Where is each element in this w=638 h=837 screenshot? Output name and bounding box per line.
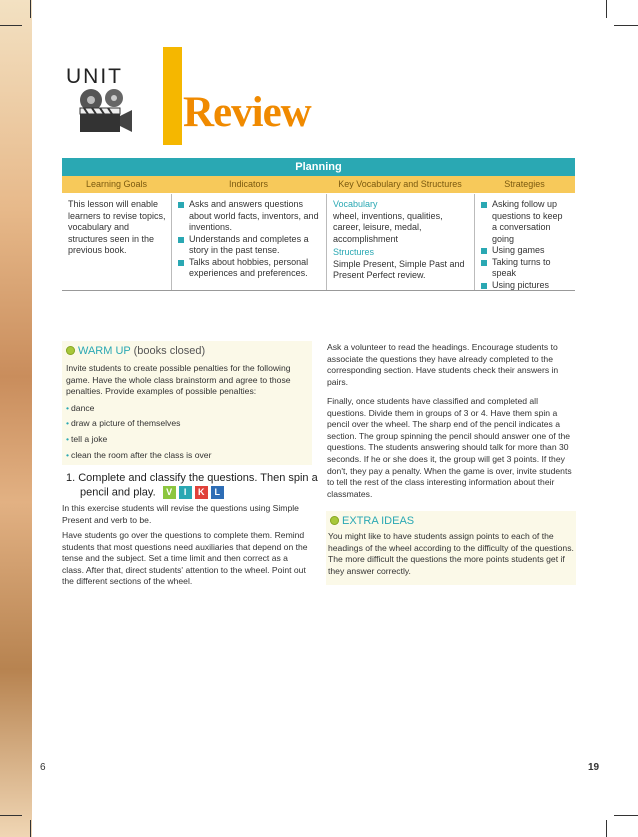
unit-label: UNIT (66, 65, 123, 88)
exercise-heading-line2: pencil and play. (80, 486, 156, 499)
lightbulb-icon (330, 516, 339, 525)
decorative-side-strip (0, 0, 32, 837)
planning-title: Planning (62, 158, 575, 176)
exercise-paragraph-2: Have students go over the questions to complete them. Remind students that most questions need auxiliaries that depend on the tense and the subject. Set a time limit and then correct as a class. After that, direct students' attention to the wheel. Point out the different sections of the wheel. (62, 530, 308, 587)
extra-ideas-text: You might like to have students assign points to each of the headings of the wheel according to the difficulty of the questions. The more difficult the questions the more points students get if they answer correctly. (328, 531, 574, 576)
crop-mark (614, 815, 638, 816)
crop-mark (30, 0, 31, 18)
structures-text: Simple Present, Simple Past and Present Perfect review. (333, 258, 465, 280)
header-key-vocabulary: Key Vocabulary and Structures (338, 179, 462, 189)
lightbulb-icon (66, 346, 75, 355)
right-paragraph-1: Ask a volunteer to read the headings. Encourage students to associate the questions they have already completed to the corresponding section. Have students check their answers in pairs. (327, 342, 559, 387)
warm-up-subtitle: (books closed) (133, 345, 206, 357)
interaction-skill-icon: I (179, 486, 192, 499)
strategies-cell (474, 194, 575, 290)
film-clapper-icon (74, 86, 134, 136)
crop-mark (0, 25, 22, 26)
planning-table-body (62, 194, 575, 291)
strategy-item: Asking follow up questions to keep a conversation going (481, 199, 570, 245)
strategy-item: Taking turns to speak (481, 257, 570, 280)
vocabulary-label: Vocabulary (333, 199, 378, 209)
exercise-heading (66, 472, 318, 499)
penalty-item: • dance (66, 403, 95, 413)
strategy-item: Using games (481, 245, 570, 257)
crop-mark (606, 0, 607, 18)
header-strategies: Strategies (504, 179, 545, 189)
header-indicators: Indicators (228, 179, 269, 189)
crop-mark (606, 820, 607, 837)
warm-up-intro: Invite students to create possible penalties for the following game. Have the whole class brainstorm and agree to those penalties. Provide examples of possible penalties: (66, 363, 291, 397)
left-page-number: 6 (40, 762, 46, 773)
learning-goals-cell: This lesson will enable learners to revise topics, vocabulary and structures seen in the previous book. (68, 199, 166, 255)
vocabulary-cell (326, 194, 474, 290)
unit-accent-bar (163, 47, 182, 145)
crop-mark (614, 25, 638, 26)
warm-up-heading (66, 345, 205, 357)
indicator-item: Understands and completes a story in the past tense. (178, 234, 321, 257)
warm-up-title: WARM UP (78, 345, 131, 357)
vocabulary-text: wheel, inventions, qualities, career, leisure, medal, accomplishment (333, 210, 443, 244)
crop-mark (0, 815, 22, 816)
penalty-item: • clean the room after the class is over (66, 450, 212, 460)
penalty-item: • draw a picture of themselves (66, 418, 181, 428)
penalty-item: • tell a joke (66, 434, 108, 444)
exercise-paragraph-1: In this exercise students will revise the questions using Simple Present and verb to be. (62, 503, 299, 525)
knowledge-skill-icon: K (195, 486, 208, 499)
strategy-item: Using pictures (481, 280, 570, 292)
extra-ideas-box (326, 511, 576, 585)
vocabulary-skill-icon: V (163, 486, 176, 499)
indicator-item: Talks about hobbies, personal experiences and preferences. (178, 257, 321, 280)
structures-label: Structures (333, 247, 375, 257)
planning-column-headers (62, 176, 575, 193)
exercise-heading-line1: 1. Complete and classify the questions. Then spin a (66, 472, 318, 484)
skill-icons (163, 486, 224, 499)
indicator-item: Asks and answers questions about world facts, inventors, and inventions. (178, 199, 321, 234)
extra-ideas-title: EXTRA IDEAS (342, 515, 415, 527)
indicators-cell (171, 194, 326, 290)
unit-title: Review (183, 89, 311, 136)
extra-ideas-heading (330, 515, 414, 527)
right-page-number: 19 (588, 762, 600, 773)
header-learning-goals: Learning Goals (85, 179, 148, 189)
warm-up-box (62, 341, 312, 465)
crop-mark (30, 820, 31, 837)
listening-skill-icon: L (211, 486, 224, 499)
right-paragraph-2: Finally, once students have classified and completed all questions. Divide them in groups of 3 or 4. Have them spin a pencil over the wheel. The sharp end of the pencil indicates a section. The group spinning the pencil should answer one of the questions. The students answering should talk for more than 30 seconds. If he or she does it, the group will get 3 points. If they don't, they pay a penalty. When the game is over, invite students to tell the rest of the class interesting information about their classmates. (327, 396, 572, 499)
